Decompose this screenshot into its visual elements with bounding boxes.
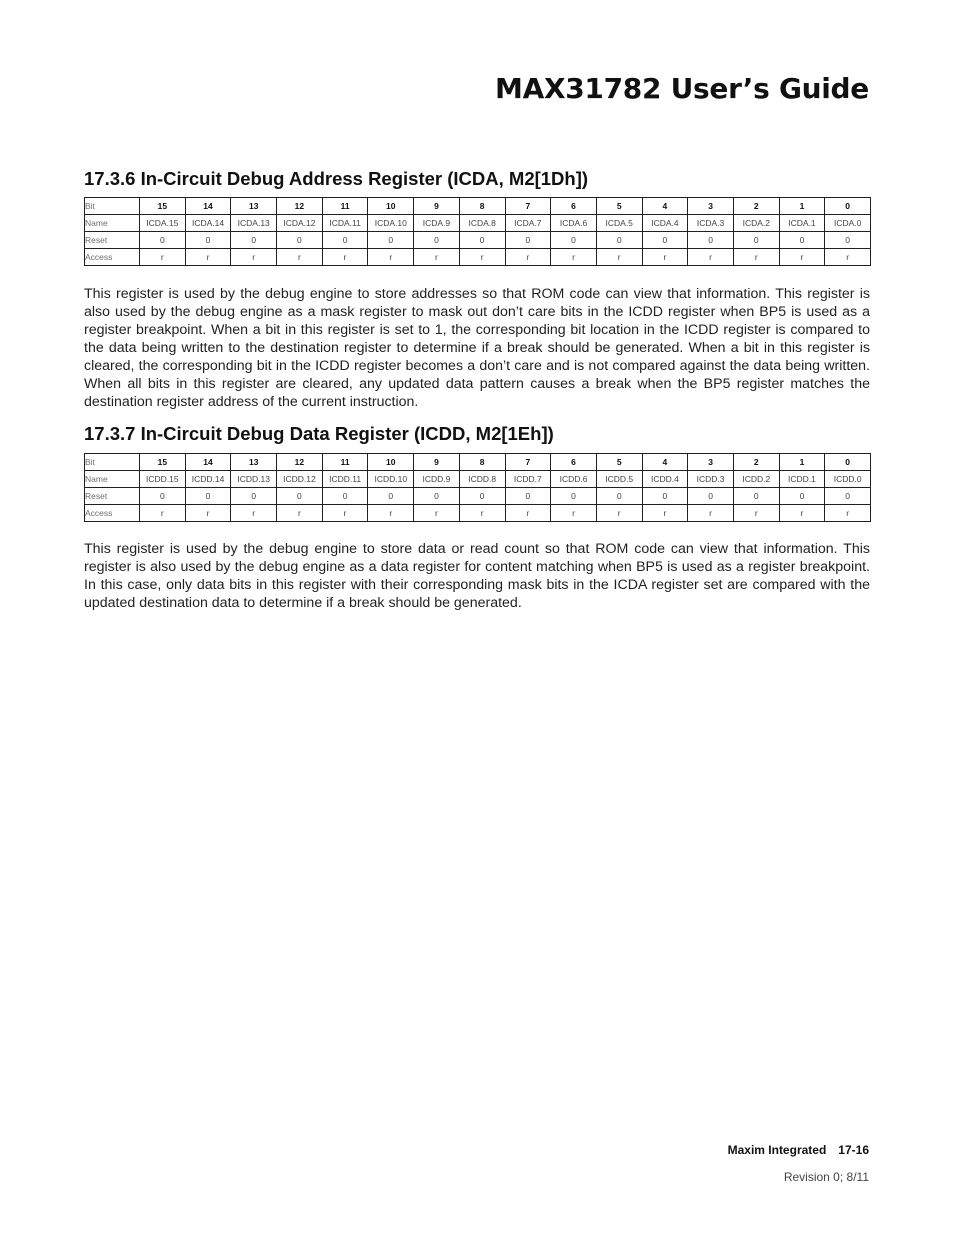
row-label: Name <box>85 471 140 488</box>
bit-number-cell: 10 <box>368 198 414 215</box>
bit-name-cell: ICDA.11 <box>322 215 368 232</box>
bit-name-cell: ICDA.14 <box>185 215 231 232</box>
section-heading-icdd: 17.3.7 In-Circuit Debug Data Register (ICDD, M2[1Eh]) <box>84 423 554 444</box>
name-row <box>85 215 871 232</box>
access-row <box>85 249 871 266</box>
bit-number-cell: 14 <box>185 454 231 471</box>
reset-value-cell: 0 <box>414 488 460 505</box>
access-cell: r <box>688 505 734 522</box>
row-label: Access <box>85 505 140 522</box>
bit-name-cell: ICDA.15 <box>140 215 186 232</box>
access-cell: r <box>551 249 597 266</box>
bit-row <box>85 454 871 471</box>
reset-value-cell: 0 <box>185 488 231 505</box>
access-cell: r <box>231 505 277 522</box>
bit-number-cell: 9 <box>414 198 460 215</box>
access-row <box>85 505 871 522</box>
reset-value-cell: 0 <box>779 232 825 249</box>
bit-number-cell: 6 <box>551 198 597 215</box>
bit-name-cell: ICDD.1 <box>779 471 825 488</box>
section-heading-icda: 17.3.6 In-Circuit Debug Address Register (ICDA, M2[1Dh]) <box>84 168 589 189</box>
reset-value-cell: 0 <box>551 488 597 505</box>
bit-name-cell: ICDA.9 <box>414 215 460 232</box>
bit-number-cell: 8 <box>459 454 505 471</box>
bit-name-cell: ICDA.12 <box>277 215 323 232</box>
row-label: Name <box>85 215 140 232</box>
reset-value-cell: 0 <box>642 232 688 249</box>
access-cell: r <box>551 505 597 522</box>
reset-value-cell: 0 <box>459 488 505 505</box>
footer-revision: Revision 0; 8/11 <box>783 1170 869 1184</box>
bit-number-cell: 10 <box>368 454 414 471</box>
row-label: Bit <box>85 454 140 471</box>
bit-number-cell: 5 <box>596 198 642 215</box>
bit-number-cell: 2 <box>733 198 779 215</box>
document-title: MAX31782 User’s Guide <box>495 72 869 105</box>
bit-name-cell: ICDD.10 <box>368 471 414 488</box>
bit-name-cell: ICDA.13 <box>231 215 277 232</box>
reset-value-cell: 0 <box>459 232 505 249</box>
reset-value-cell: 0 <box>231 232 277 249</box>
bit-number-cell: 5 <box>596 454 642 471</box>
bit-number-cell: 13 <box>231 454 277 471</box>
bit-name-cell: ICDA.5 <box>596 215 642 232</box>
access-cell: r <box>825 505 871 522</box>
access-cell: r <box>277 505 323 522</box>
access-cell: r <box>505 505 551 522</box>
reset-value-cell: 0 <box>733 232 779 249</box>
bit-name-cell: ICDD.6 <box>551 471 597 488</box>
bit-number-cell: 0 <box>825 454 871 471</box>
access-cell: r <box>322 505 368 522</box>
reset-value-cell: 0 <box>322 232 368 249</box>
bit-name-cell: ICDD.13 <box>231 471 277 488</box>
bit-name-cell: ICDA.10 <box>368 215 414 232</box>
bit-name-cell: ICDD.9 <box>414 471 460 488</box>
bit-number-cell: 3 <box>688 454 734 471</box>
reset-value-cell: 0 <box>140 488 186 505</box>
bit-name-cell: ICDD.2 <box>733 471 779 488</box>
access-cell: r <box>596 505 642 522</box>
bit-row <box>85 198 871 215</box>
footer-company-line <box>728 1143 869 1157</box>
access-cell: r <box>459 505 505 522</box>
reset-value-cell: 0 <box>505 232 551 249</box>
reset-value-cell: 0 <box>779 488 825 505</box>
reset-value-cell: 0 <box>368 232 414 249</box>
name-row <box>85 471 871 488</box>
access-cell: r <box>505 249 551 266</box>
bit-name-cell: ICDD.14 <box>185 471 231 488</box>
reset-row <box>85 488 871 505</box>
bit-name-cell: ICDD.12 <box>277 471 323 488</box>
bit-number-cell: 13 <box>231 198 277 215</box>
access-cell: r <box>414 249 460 266</box>
bit-name-cell: ICDA.8 <box>459 215 505 232</box>
access-cell: r <box>140 505 186 522</box>
register-table-icda <box>84 197 871 266</box>
bit-name-cell: ICDD.5 <box>596 471 642 488</box>
access-cell: r <box>779 505 825 522</box>
description-paragraph-icda: This register is used by the debug engine to store addresses so that ROM code can view that information. This register is also used by the debug engine as a mask register to mask out don’t care bits in the ICDD register when BP5 is used as a register breakpoint. When a bit in this register is set to 1, the corresponding bit location in the ICDD register is compared to the data being written to the destination register to determine if a break should be generated. When a bit in this register is cleared, the corresponding bit in the ICDD register becomes a don’t care and is not compared against the data being written. When all bits in this register are cleared, any updated data pattern causes a break when the BP5 register matches the destination register address of the current instruction. <box>84 286 870 410</box>
access-cell: r <box>688 249 734 266</box>
bit-name-cell: ICDA.4 <box>642 215 688 232</box>
reset-value-cell: 0 <box>185 232 231 249</box>
row-label: Bit <box>85 198 140 215</box>
bit-name-cell: ICDA.1 <box>779 215 825 232</box>
bit-name-cell: ICDA.3 <box>688 215 734 232</box>
bit-number-cell: 15 <box>140 198 186 215</box>
bit-number-cell: 11 <box>322 198 368 215</box>
bit-number-cell: 4 <box>642 198 688 215</box>
bit-name-cell: ICDD.0 <box>825 471 871 488</box>
access-cell: r <box>642 249 688 266</box>
bit-name-cell: ICDD.4 <box>642 471 688 488</box>
reset-value-cell: 0 <box>414 232 460 249</box>
footer-company: Maxim Integrated <box>727 1143 827 1157</box>
reset-value-cell: 0 <box>322 488 368 505</box>
access-cell: r <box>185 249 231 266</box>
description-paragraph-icdd: This register is used by the debug engine to store data or read count so that ROM code can view that information. This register is also used by the debug engine as a data register for content matching when BP5 is used as a register breakpoint. In this case, only data bits in this register with their corresponding mask bits in the ICDA register set are compared with the updated destination data to determine if a break should be generated. <box>84 541 870 611</box>
bit-number-cell: 2 <box>733 454 779 471</box>
reset-value-cell: 0 <box>277 488 323 505</box>
bit-number-cell: 4 <box>642 454 688 471</box>
bit-number-cell: 3 <box>688 198 734 215</box>
access-cell: r <box>231 249 277 266</box>
access-cell: r <box>368 249 414 266</box>
bit-number-cell: 6 <box>551 454 597 471</box>
access-cell: r <box>733 249 779 266</box>
reset-value-cell: 0 <box>825 488 871 505</box>
reset-value-cell: 0 <box>596 488 642 505</box>
bit-name-cell: ICDA.7 <box>505 215 551 232</box>
bit-name-cell: ICDA.6 <box>551 215 597 232</box>
reset-value-cell: 0 <box>642 488 688 505</box>
reset-value-cell: 0 <box>505 488 551 505</box>
bit-number-cell: 8 <box>459 198 505 215</box>
access-cell: r <box>414 505 460 522</box>
footer-page-number: 17-16 <box>838 1143 869 1157</box>
bit-name-cell: ICDD.15 <box>140 471 186 488</box>
reset-value-cell: 0 <box>688 488 734 505</box>
reset-value-cell: 0 <box>551 232 597 249</box>
access-cell: r <box>779 249 825 266</box>
reset-value-cell: 0 <box>825 232 871 249</box>
bit-number-cell: 15 <box>140 454 186 471</box>
register-table-icdd <box>84 453 871 522</box>
access-cell: r <box>459 249 505 266</box>
access-cell: r <box>825 249 871 266</box>
bit-number-cell: 7 <box>505 454 551 471</box>
access-cell: r <box>277 249 323 266</box>
bit-number-cell: 12 <box>277 454 323 471</box>
bit-number-cell: 12 <box>277 198 323 215</box>
access-cell: r <box>140 249 186 266</box>
reset-value-cell: 0 <box>368 488 414 505</box>
row-label: Reset <box>85 232 140 249</box>
reset-value-cell: 0 <box>277 232 323 249</box>
bit-number-cell: 1 <box>779 198 825 215</box>
reset-value-cell: 0 <box>733 488 779 505</box>
bit-number-cell: 14 <box>185 198 231 215</box>
row-label: Reset <box>85 488 140 505</box>
bit-name-cell: ICDD.8 <box>459 471 505 488</box>
access-cell: r <box>185 505 231 522</box>
reset-value-cell: 0 <box>231 488 277 505</box>
access-cell: r <box>322 249 368 266</box>
bit-number-cell: 9 <box>414 454 460 471</box>
reset-row <box>85 232 871 249</box>
row-label: Access <box>85 249 140 266</box>
reset-value-cell: 0 <box>596 232 642 249</box>
bit-name-cell: ICDD.7 <box>505 471 551 488</box>
access-cell: r <box>733 505 779 522</box>
bit-name-cell: ICDA.0 <box>825 215 871 232</box>
bit-name-cell: ICDD.11 <box>322 471 368 488</box>
bit-number-cell: 11 <box>322 454 368 471</box>
reset-value-cell: 0 <box>140 232 186 249</box>
bit-number-cell: 1 <box>779 454 825 471</box>
bit-number-cell: 7 <box>505 198 551 215</box>
access-cell: r <box>596 249 642 266</box>
bit-name-cell: ICDA.2 <box>733 215 779 232</box>
access-cell: r <box>368 505 414 522</box>
bit-number-cell: 0 <box>825 198 871 215</box>
access-cell: r <box>642 505 688 522</box>
bit-name-cell: ICDD.3 <box>688 471 734 488</box>
reset-value-cell: 0 <box>688 232 734 249</box>
